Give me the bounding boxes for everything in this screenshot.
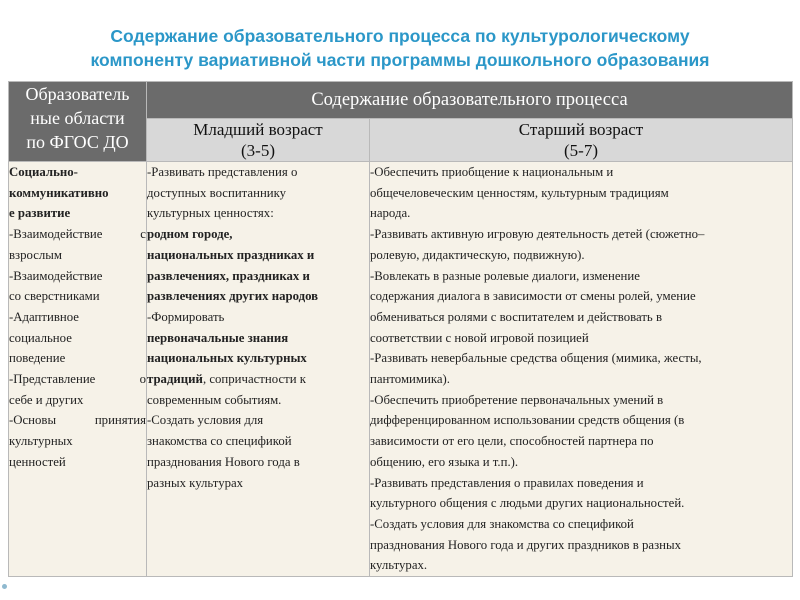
header-process-content: Содержание образовательного процесса [147, 82, 793, 119]
area-heading: Социально- [9, 165, 78, 179]
content-line: празднования Нового года в [147, 454, 300, 469]
area-item: взрослым [9, 247, 62, 262]
area-item: -Взаимодействие [9, 268, 103, 283]
page-title-line-2: компоненту вариативной части программы дошкольного образования [90, 50, 710, 70]
content-line: -Создать условия для [147, 413, 264, 428]
slide-edge-marker [2, 584, 7, 589]
content-line: общению, его языка и т.п.). [370, 454, 519, 469]
page-title-line-1: Содержание образовательного процесса по культурологическому [110, 26, 690, 46]
content-line: -Развивать невербальные средства общения (мимика, жесты, [370, 351, 702, 366]
content-line: культурных ценностях: [147, 206, 274, 221]
area-item: -Основы принятия [9, 413, 146, 428]
content-line: знакомства со спецификой [147, 434, 292, 449]
content-line: празднования Нового года и других праздников в разных [370, 537, 681, 552]
content-line: первоначальные знания [147, 330, 289, 345]
content-line: общечеловеческим ценностям, культурным традициям [370, 185, 669, 200]
content-line: -Формировать [147, 309, 225, 324]
content-line: -Развивать представления о [147, 165, 298, 179]
content-line: пантомимика). [370, 372, 451, 387]
area-item: -Взаимодействие с [9, 227, 146, 242]
content-line: -Вовлекать в разные ролевые диалоги, изменение [370, 268, 640, 283]
area-item: культурных [9, 434, 73, 449]
area-item: поведение [9, 351, 66, 366]
content-line: -Создать условия для знакомства со спецификой [370, 516, 634, 531]
area-item: со сверстниками [9, 289, 100, 304]
area-cell-social-communicative [9, 162, 147, 577]
content-line: культурах. [370, 558, 428, 573]
content-line: дифференцированном использовании средств общения (в [370, 413, 685, 428]
header-educational-areas: Образователь ные области по ФГОС ДО [9, 82, 147, 162]
content-line: родном городе, [147, 227, 233, 242]
column-header-younger: Младший возраст (3-5) [147, 119, 370, 162]
area-item: -Представление о [9, 372, 146, 387]
area-heading: коммуникативно [9, 185, 109, 200]
page-title [0, 24, 800, 72]
content-line: развлечениях, праздниках и [147, 268, 310, 283]
content-line: зависимости от его цели, способностей партнера по [370, 434, 654, 449]
content-line: национальных культурных [147, 351, 307, 366]
content-line: народа. [370, 206, 411, 221]
content-line: развлечениях других народов [147, 289, 319, 304]
content-table [8, 81, 793, 577]
content-line: -Развивать представления о правилах поведения и [370, 475, 644, 490]
area-item: -Адаптивное [9, 309, 79, 324]
content-line: разных культурах [147, 475, 244, 490]
content-line: обмениваться ролями с воспитателем и действовать в [370, 309, 662, 324]
older-age-content [370, 162, 793, 577]
area-item: ценностей [9, 454, 66, 469]
content-line: культурного общения с людьми других национальностей. [370, 496, 685, 511]
content-line: -Обеспечить приобщение к национальным и [370, 165, 614, 179]
content-line: доступных воспитаннику [147, 185, 287, 200]
content-line: современным событиям. [147, 392, 282, 407]
content-line: содержания диалога в зависимости от смены ролей, умение [370, 289, 696, 304]
content-line: -Развивать активную игровую деятельность детей (сюжетно– [370, 227, 705, 242]
content-line: ролевую, дидактическую, подвижную). [370, 247, 585, 262]
content-line: -Обеспечить приобретение первоначальных умений в [370, 392, 664, 407]
column-header-older: Старший возраст (5-7) [370, 119, 793, 162]
area-heading: е развитие [9, 206, 71, 221]
content-line: традиций, сопричастности к [147, 372, 306, 387]
younger-age-content [147, 162, 370, 577]
area-item: себе и других [9, 392, 84, 407]
area-item: социальное [9, 330, 72, 345]
content-line: национальных праздниках и [147, 247, 315, 262]
content-line: соответствии с новой игровой позицией [370, 330, 589, 345]
